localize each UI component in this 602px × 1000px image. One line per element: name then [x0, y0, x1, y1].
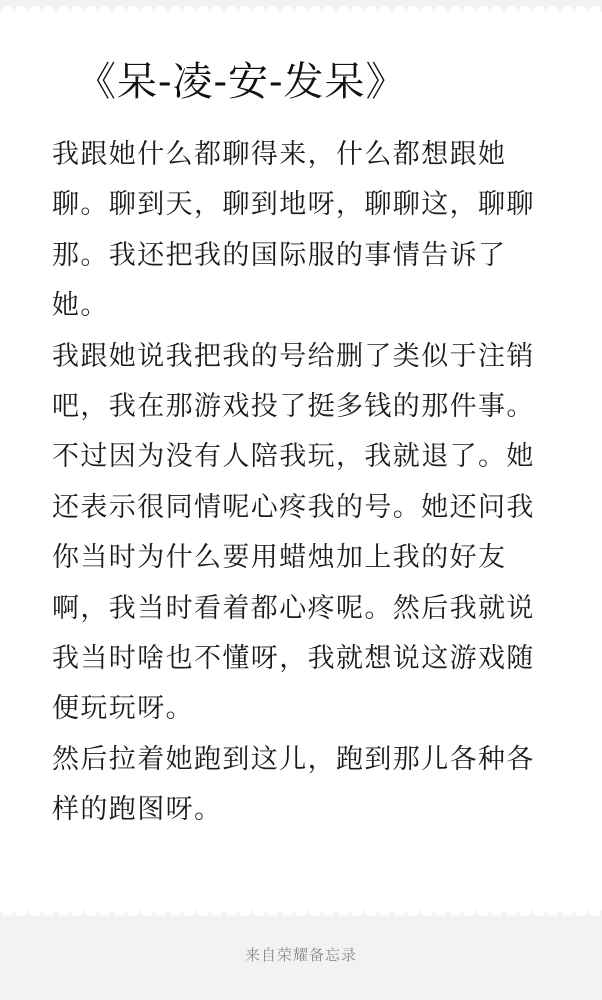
paragraph: 然后拉着她跑到这儿，跑到那儿各种各样的跑图呀。	[52, 743, 535, 826]
paper-bottom-edge	[0, 910, 602, 922]
paper-top-edge	[0, 0, 602, 12]
footer-source-label: 来自荣耀备忘录	[244, 946, 357, 964]
paragraph: 我跟她说我把我的号给删了类似于注销吧，我在那游戏投了挺多钱的那件事。不过因为没有人陪我玩，我就退了。她还表示很同情呢心疼我的号。她还问我你当时为什么要用蜡烛加上我的好友啊，我当时看着都心疼呢。然后我就说我当时啥也不懂呀，我就想说这游戏随便玩玩呀。	[52, 340, 535, 725]
note-body	[52, 130, 552, 836]
note-title: 《呆-凌-安-发呆》	[76, 59, 407, 105]
paragraph: 我跟她什么都聊得来，什么都想跟她聊。聊到天，聊到地呀，聊聊这，聊聊那。我还把我的国际服的事情告诉了她。	[52, 139, 535, 322]
